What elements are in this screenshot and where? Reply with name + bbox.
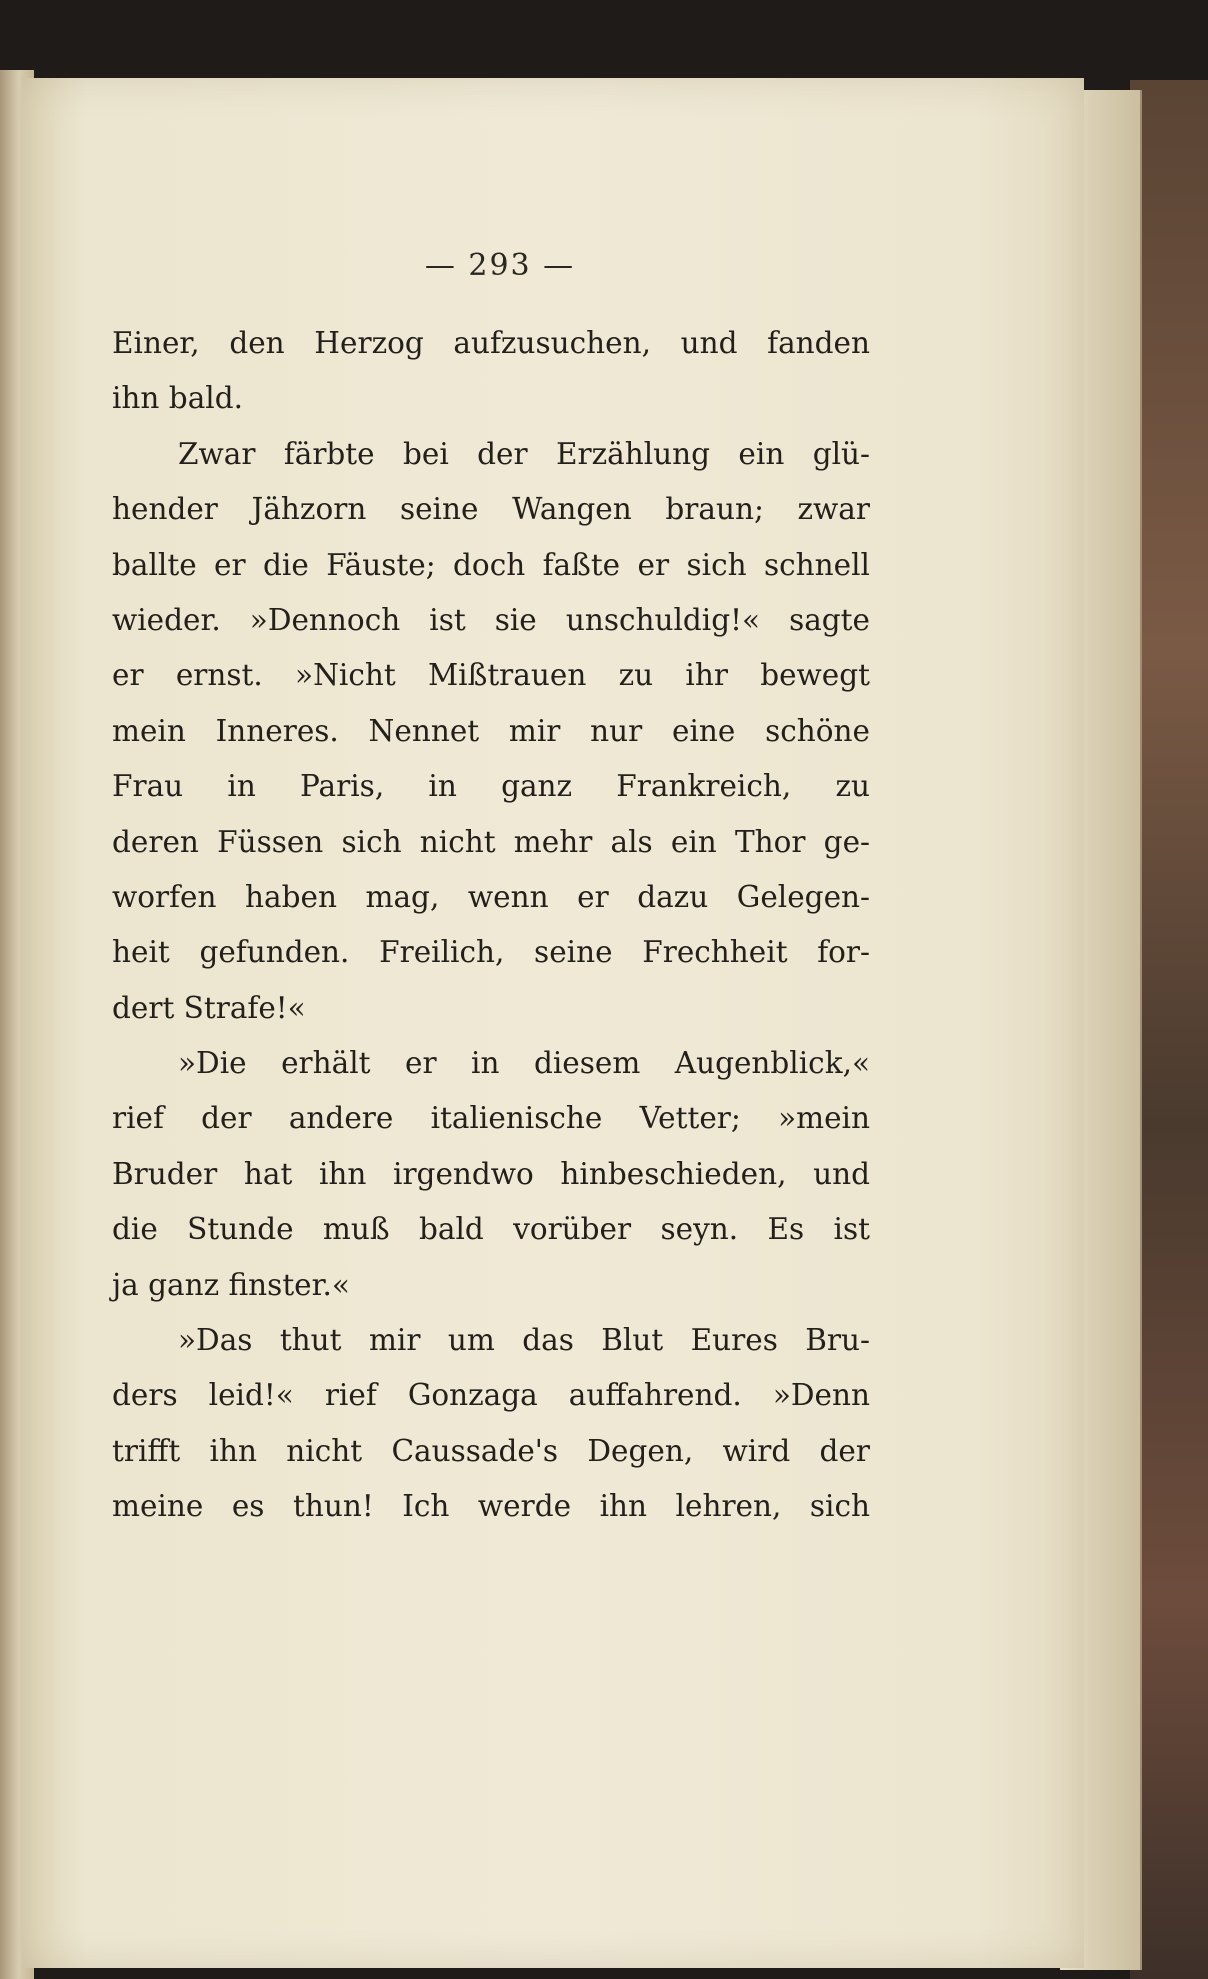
text-line: »Die erhält er in diesem Augenblick,« xyxy=(178,1046,870,1081)
text-line: Frau in Paris, in ganz Frankreich, zu xyxy=(112,769,870,804)
text-line: meine es thun! Ich werde ihn lehren, sich xyxy=(112,1489,870,1524)
text-line: »Das thut mir um das Blut Eures Bru- xyxy=(178,1323,870,1358)
body-text xyxy=(112,316,870,1535)
text-line: Einer, den Herzog aufzusuchen, und fanden xyxy=(112,326,870,360)
text-line: dert Strafe!« xyxy=(112,990,306,1025)
text-line: Bruder hat ihn irgendwo hinbeschieden, und xyxy=(112,1156,870,1191)
text-line: Zwar färbte bei der Erzählung ein glü- xyxy=(178,436,870,471)
text-line: ballte er die Fäuste; doch faßte er sich schnell xyxy=(112,547,870,582)
text-line: mein Inneres. Nennet mir nur eine schöne xyxy=(112,713,870,748)
text-line: rief der andere italienische Vetter; »mein xyxy=(112,1101,870,1136)
page-number: — 293 — xyxy=(424,248,576,283)
text-line: trifft ihn nicht Caussade's Degen, wird der xyxy=(112,1433,870,1468)
text-line: ihn bald. xyxy=(112,381,243,416)
text-line: heit gefunden. Freilich, seine Frechheit for- xyxy=(112,935,870,970)
text-line: hender Jähzorn seine Wangen braun; zwar xyxy=(112,492,870,527)
text-line: ders leid!« rief Gonzaga auffahrend. »Denn xyxy=(112,1378,870,1413)
text-line: die Stunde muß bald vorüber seyn. Es ist xyxy=(112,1212,870,1247)
text-line: worfen haben mag, wenn er dazu Gelegen- xyxy=(112,879,870,914)
text-line: wieder. »Dennoch ist sie unschuldig!« sagte xyxy=(112,602,870,637)
text-line: deren Füssen sich nicht mehr als ein Thor ge- xyxy=(112,824,870,859)
text-line: ja ganz finster.« xyxy=(112,1267,350,1302)
text-line: er ernst. »Nicht Mißtrauen zu ihr bewegt xyxy=(112,658,870,693)
